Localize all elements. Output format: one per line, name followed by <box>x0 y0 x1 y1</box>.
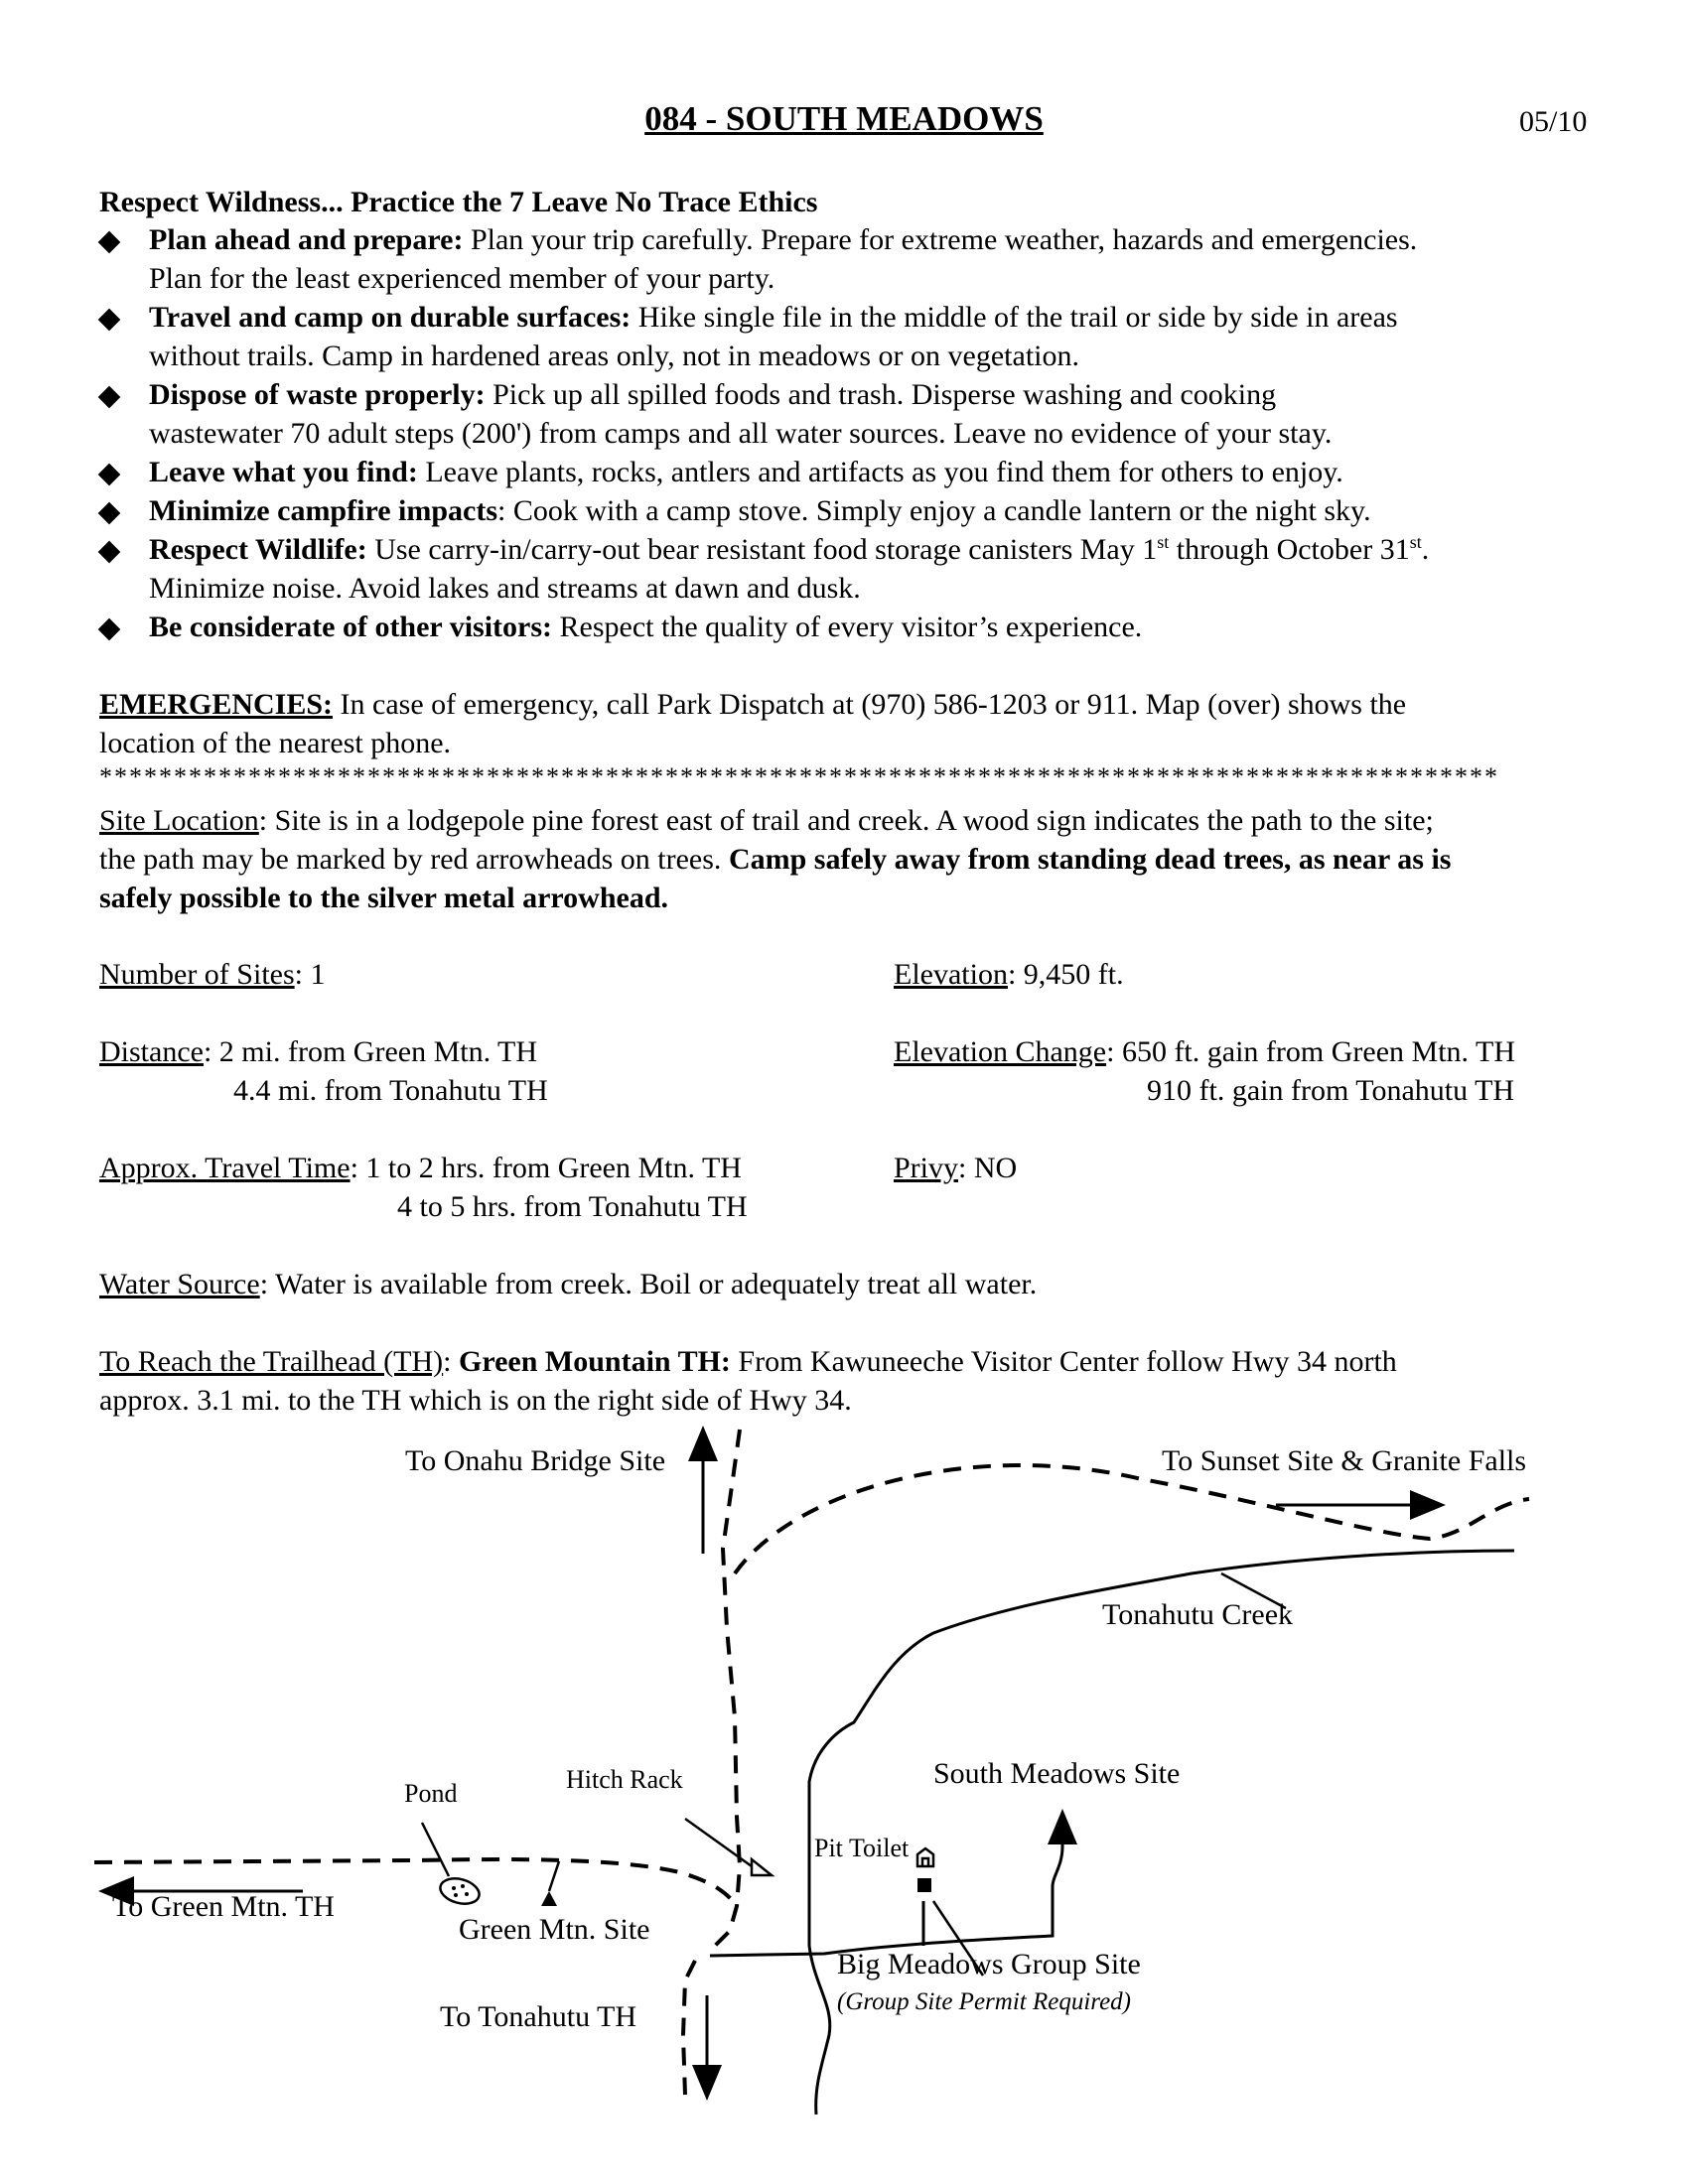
lnt-item-6-line1: Respect Wildlife: Use carry-in/carry-out bear resistant food storage canisters May 1st through October 31st. <box>149 532 1430 566</box>
lnt-item-3-line1: Dispose of waste properly: Pick up all spilled foods and trash. Disperse washing and cooking <box>149 378 1277 411</box>
elevation-change-line2: 910 ft. gain from Tonahutu TH <box>1147 1074 1515 1107</box>
lnt-item-1-line1: Plan ahead and prepare: Plan your trip carefully. Prepare for extreme weather, hazards and emergencies. <box>149 223 1418 256</box>
site-location-line3: safely possible to the silver metal arrowhead. <box>99 882 669 914</box>
site-location-line1: Site Location: Site is in a lodgepole pine forest east of trail and creek. A wood sign indicates the path to the site; <box>99 804 1434 837</box>
label-creek: Tonahutu Creek <box>1102 1598 1294 1631</box>
sunset-trail <box>735 1465 1529 1573</box>
lnt-item-2-line1: Travel and camp on durable surfaces: Hike single file in the middle of the trail or side by side in areas <box>149 301 1398 334</box>
label-sunset: To Sunset Site & Granite Falls <box>1162 1444 1527 1477</box>
label-pit-toilet: Pit Toilet <box>814 1834 910 1862</box>
label-green-mtn-th: To Green Mtn. TH <box>112 1890 335 1923</box>
lnt-item-5: Minimize campfire impacts: Cook with a camp stove. Simply enjoy a candle lantern or the night sky. <box>149 494 1371 527</box>
lnt-item-2-line2: without trails. Camp in hardened areas only, not in meadows or on vegetation. <box>149 340 1080 372</box>
site-location-line2: the path may be marked by red arrowheads on trees. Camp safely away from standing dead trees, as near as is <box>99 843 1452 876</box>
label-pond: Pond <box>404 1779 458 1808</box>
distance-line1: Distance: 2 mi. from Green Mtn. TH <box>99 1035 538 1068</box>
revision-date: 05/10 <box>1519 105 1588 138</box>
hitch-rack-leader <box>685 1819 752 1866</box>
number-of-sites: Number of Sites: 1 <box>99 958 326 991</box>
campsite-triangle-icon <box>541 1891 557 1906</box>
elevation: Elevation: 9,450 ft. <box>894 958 1124 991</box>
group-site-square-icon <box>917 1878 931 1892</box>
label-green-mtn-site: Green Mtn. Site <box>459 1913 650 1946</box>
privy: Privy: NO <box>894 1152 1018 1184</box>
tonahutu-creek <box>809 1551 1514 2115</box>
pond-icon <box>438 1874 483 1908</box>
label-hitch-rack: Hitch Rack <box>566 1765 683 1794</box>
pond-leader <box>422 1823 449 1876</box>
label-south-meadows: South Meadows Site <box>933 1757 1181 1790</box>
toilet-house-icon <box>917 1848 933 1866</box>
hitch-rack-triangle-icon <box>752 1859 772 1875</box>
label-group-permit: (Group Site Permit Required) <box>837 1988 1131 2015</box>
distance-line2: 4.4 mi. from Tonahutu TH <box>233 1074 548 1107</box>
lnt-item-7: Be considerate of other visitors: Respect the quality of every visitor’s experience. <box>149 611 1143 643</box>
lnt-item-6-line2: Minimize noise. Avoid lakes and streams at dawn and dusk. <box>149 572 861 605</box>
travel-time-line2: 4 to 5 hrs. from Tonahutu TH <box>397 1190 748 1223</box>
elevation-change-line1: Elevation Change: 650 ft. gain from Green Mtn. TH <box>894 1035 1515 1068</box>
main-trail <box>710 1430 740 1951</box>
label-onahu: To Onahu Bridge Site <box>405 1444 666 1477</box>
page-title: 084 - SOUTH MEADOWS <box>644 99 1044 138</box>
label-big-meadows: Big Meadows Group Site <box>837 1948 1141 1980</box>
green-site-leader <box>549 1861 559 1891</box>
travel-time-line1: Approx. Travel Time: 1 to 2 hrs. from Green Mtn. TH <box>99 1152 742 1184</box>
lnt-item-4: Leave what you find: Leave plants, rocks, antlers and artifacts as you find them for others to enjoy. <box>149 456 1343 488</box>
label-tonahutu-th: To Tonahutu TH <box>440 2000 637 2033</box>
separator-stars: ********************************************************************************************** <box>99 762 1499 791</box>
emergencies-line1: EMERGENCIES: In case of emergency, call Park Dispatch at (970) 586-1203 or 911. Map (over) shows the <box>99 688 1407 721</box>
water-source: Water Source: Water is available from creek. Boil or adequately treat all water. <box>99 1268 1038 1300</box>
emergencies-line2: location of the nearest phone. <box>99 727 452 759</box>
lnt-item-3-line2: wastewater 70 adult steps (200') from camps and all water sources. Leave no evidence of your stay. <box>149 417 1333 450</box>
lnt-item-1-line2: Plan for the least experienced member of your party. <box>149 262 775 295</box>
reach-trailhead-line1: To Reach the Trailhead (TH): Green Mountain TH: From Kawuneeche Visitor Center follow Hwy 34 north <box>99 1345 1397 1378</box>
reach-trailhead-line2: approx. 3.1 mi. to the TH which is on the right side of Hwy 34. <box>99 1384 852 1417</box>
lnt-heading: Respect Wildness... Practice the 7 Leave No Trace Ethics <box>99 186 818 218</box>
tonahutu-trail <box>683 1961 695 2095</box>
